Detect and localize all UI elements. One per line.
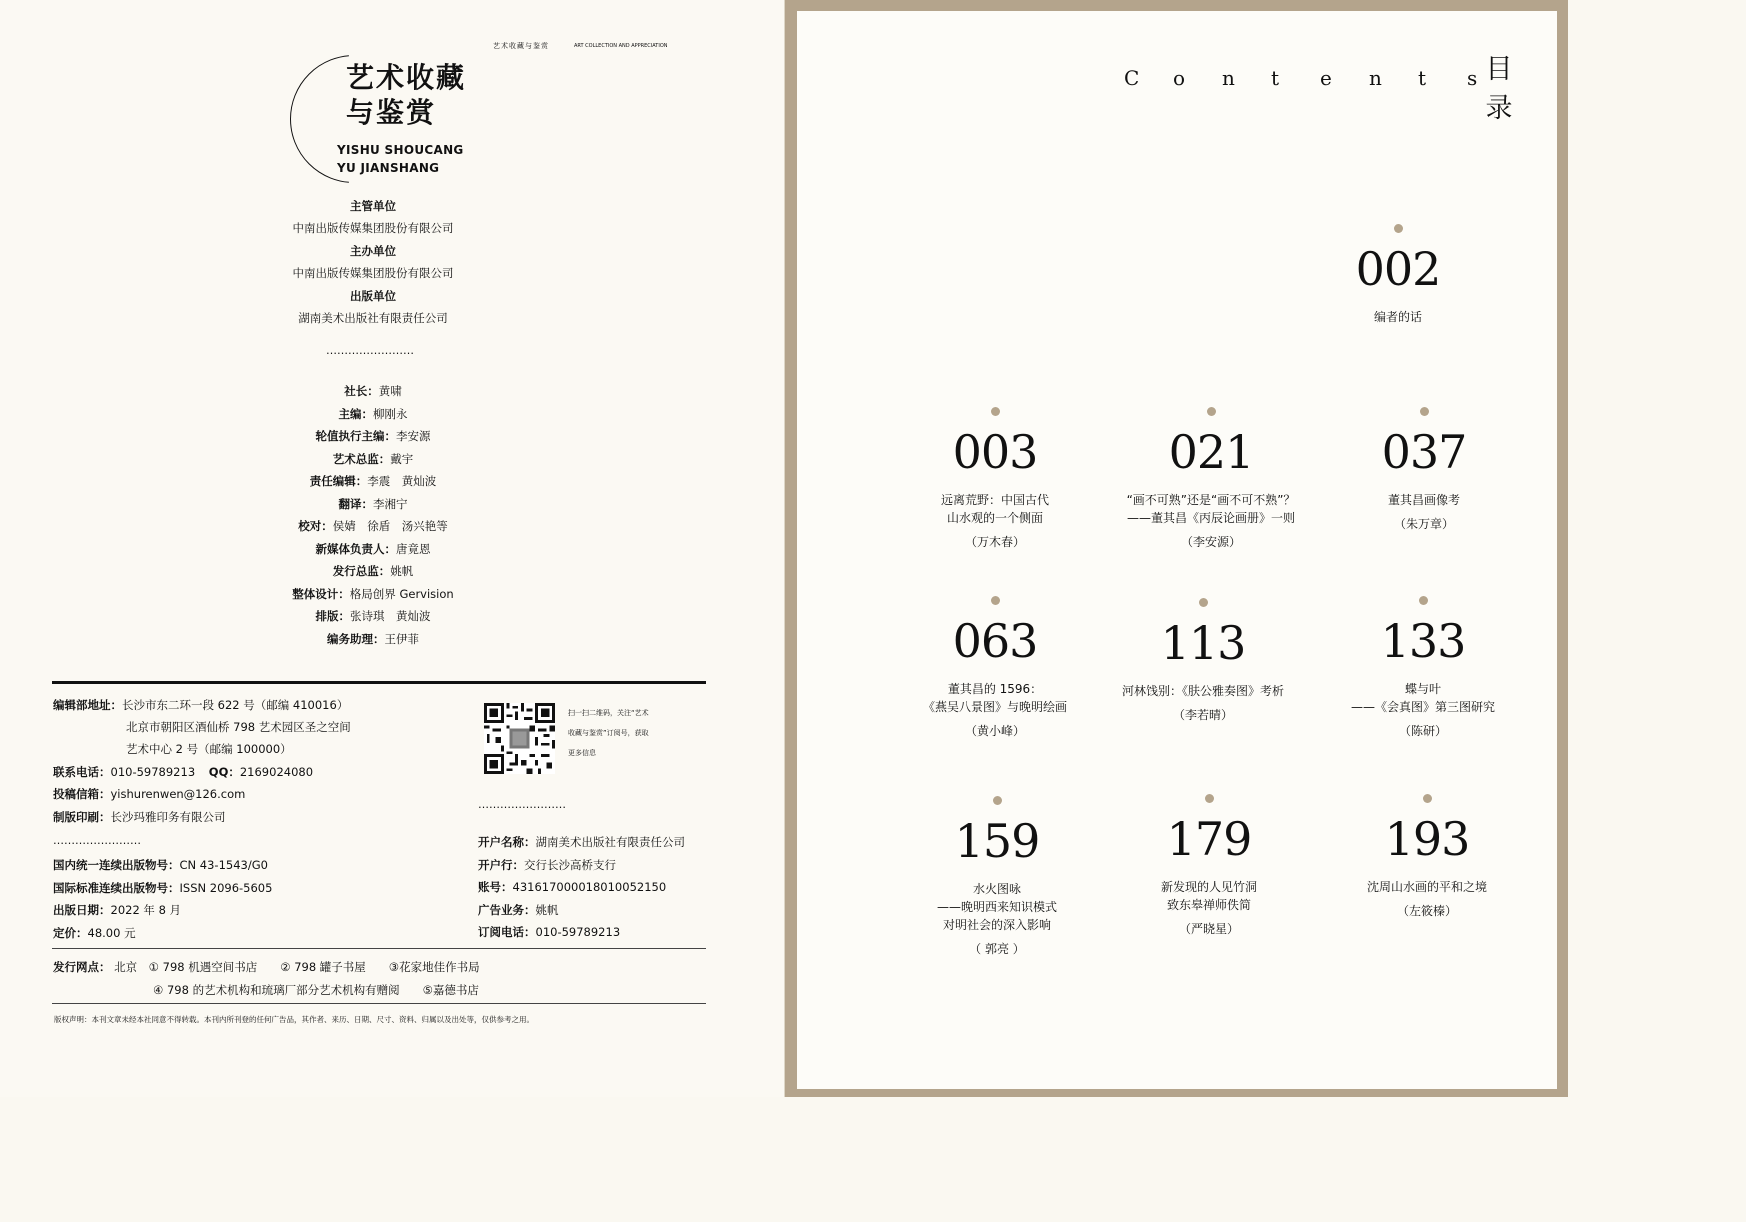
toc-author: （陈研）: [1398, 724, 1447, 738]
toc-title-line: 编者的话: [1373, 310, 1422, 324]
qq-label: QQ：: [208, 765, 240, 779]
publisher-label: 出版单位: [350, 289, 396, 303]
toc-title-line: 新发现的人见竹洞: [1160, 880, 1257, 894]
copyright-notice: 版权声明：本刊文章未经本社同意不得转载。本刊内所刊登的任何广告品，其作者、来历、日期、尺寸、资料、归属以及出处等，仅供参考之用。: [54, 1015, 534, 1024]
staff-name: 格局创界 Gervision: [349, 586, 454, 601]
staff-role: 整体设计：: [292, 586, 350, 601]
bullet-dot-icon: [1420, 407, 1429, 416]
bank-value: 010-59789213: [535, 925, 621, 939]
bullet-dot-icon: [1199, 598, 1208, 607]
staff-row: [238, 563, 508, 579]
logo-title-en: [337, 141, 464, 177]
separator: ……………………: [53, 834, 141, 847]
contents-letter: s: [1467, 66, 1478, 90]
header-title-en: ART COLLECTION AND APPRECIATION: [574, 43, 668, 49]
staff-row: [238, 406, 508, 422]
email-row: [53, 786, 245, 802]
logo-en-line1: YISHU SHOUCANG: [337, 143, 464, 157]
staff-row: [238, 631, 508, 647]
toc-entry[interactable]: [1314, 407, 1534, 533]
toc-entry[interactable]: [1099, 794, 1319, 938]
contents-title-en: [1124, 66, 1477, 90]
staff-role: 校对：: [298, 519, 333, 533]
staff-role: 新媒体负责人：: [315, 541, 396, 556]
staff-row: [238, 451, 508, 467]
bullet-dot-icon: [991, 407, 1000, 416]
toc-page-number: 037: [1381, 425, 1467, 479]
staff-role: 轮值执行主编：: [315, 429, 396, 443]
staff-row: [238, 496, 508, 512]
toc-author: （左筱榛）: [1396, 904, 1457, 918]
pubinfo-label: 定价：: [53, 925, 88, 940]
bank-value: 湖南美术出版社有限责任公司: [535, 835, 685, 849]
pubinfo-row: [53, 880, 272, 896]
toc-author: （ 郭亮 ）: [969, 942, 1025, 956]
toc-title-line: 蝶与叶: [1404, 682, 1441, 696]
address-line-2: 北京市朝阳区酒仙桥 798 艺术园区圣之空间: [126, 720, 351, 734]
staff-role: 翻译：: [338, 496, 373, 511]
toc-title-line: ——《会真图》第三图研究: [1350, 700, 1495, 714]
toc-page-number: 063: [952, 614, 1038, 668]
toc-author: （朱万章）: [1393, 517, 1454, 531]
pubinfo-label: 出版日期：: [53, 903, 111, 917]
staff-row: [238, 518, 508, 534]
staff-name: 王伊菲: [384, 631, 419, 646]
toc-page-number: 002: [1355, 242, 1441, 296]
bullet-dot-icon: [1207, 407, 1216, 416]
print-value: 长沙玛雅印务有限公司: [110, 810, 226, 824]
bank-row: [478, 902, 559, 918]
header-title-cn: 艺术收藏与鉴赏: [493, 42, 549, 50]
qr-caption-line: 更多信息: [568, 749, 596, 757]
pubinfo-row: [53, 902, 181, 918]
bank-label: 订阅电话：: [478, 925, 536, 939]
distribution-row: [53, 959, 480, 975]
qr-caption: [568, 703, 649, 763]
bullet-dot-icon: [1394, 224, 1403, 233]
toc-title: [885, 680, 1105, 716]
logo-cn-line1: 艺术收藏: [346, 61, 467, 94]
toc-title: [1101, 491, 1321, 527]
contents-letter: t: [1271, 66, 1280, 90]
qr-code-icon[interactable]: [484, 703, 555, 774]
staff-role: 排版：: [315, 609, 350, 623]
pubinfo-value: 2022 年 8 月: [110, 903, 182, 917]
staff-name: 侯婧 徐盾 汤兴艳等: [332, 519, 448, 533]
pubinfo-label: 国际标准连续出版物号：: [53, 880, 180, 895]
toc-title-line: 《燕吴八景图》与晚明绘画: [922, 700, 1067, 714]
email-label: 投稿信箱：: [53, 787, 111, 801]
toc-title-line: ——晚明西来知识模式: [936, 900, 1057, 914]
bank-label: 开户名称：: [478, 835, 536, 849]
distribution-line-1: 北京 ① 798 机遇空间书店 ② 798 罐子书屋 ③花家地佳作书局: [114, 960, 480, 974]
toc-title-line: 董其昌的 1596：: [947, 682, 1043, 696]
toc-title: [1314, 491, 1534, 509]
bank-label: 开户行：: [478, 857, 524, 872]
toc-title: [1099, 878, 1319, 914]
staff-role: 主编：: [338, 406, 373, 421]
toc-title: [887, 880, 1107, 934]
toc-title-line: “画不可熟”还是“画不可不熟”？: [1126, 493, 1296, 507]
qr-caption-line: 扫一扫二维码，关注“艺术: [568, 709, 649, 717]
pubinfo-value: 48.00 元: [87, 925, 136, 940]
address-line-3: 艺术中心 2 号（邮编 100000）: [126, 742, 292, 756]
staff-row: [238, 608, 508, 624]
toc-title: [1317, 878, 1537, 896]
bank-label: 账号：: [478, 880, 513, 894]
toc-entry[interactable]: [1317, 794, 1537, 920]
toc-title-line: 董其昌画像考: [1387, 493, 1460, 507]
email-value[interactable]: yishurenwen@126.com: [110, 787, 246, 801]
toc-title-line: ——董其昌《丙辰论画册》一则: [1126, 511, 1295, 525]
publisher-value: 中南出版传媒集团股份有限公司: [292, 221, 454, 235]
staff-row: [238, 541, 508, 557]
toc-entry[interactable]: [1101, 407, 1321, 551]
toc-entry[interactable]: [1093, 598, 1313, 724]
staff-role: 编务助理：: [327, 631, 385, 646]
print-row: [53, 809, 226, 825]
bank-row: [478, 924, 620, 940]
qq-value: 2169024080: [239, 765, 314, 779]
address-line-1: 长沙市东二环一段 622 号（邮编 410016）: [122, 698, 349, 712]
separator: ……………………: [326, 344, 414, 357]
toc-title-line: 致东皋禅师佚简: [1166, 898, 1251, 912]
staff-row: [238, 383, 508, 399]
publisher-value: 湖南美术出版社有限责任公司: [298, 311, 448, 325]
toc-author: （李安源）: [1180, 535, 1241, 549]
toc-page-number: 021: [1168, 425, 1254, 479]
staff-name: 唐竟恩: [396, 541, 431, 556]
toc-title-line: 水火图咏: [972, 882, 1021, 896]
phone-row: [53, 764, 313, 780]
divider-thick: [52, 681, 706, 684]
bank-row: [478, 857, 616, 873]
staff-name: 李湘宁: [373, 496, 408, 511]
staff-role: 社长：: [344, 384, 379, 398]
staff-role: 艺术总监：: [332, 451, 391, 466]
contents-cn-char: 目: [1485, 54, 1513, 85]
publisher-label: 主管单位: [350, 199, 396, 213]
editorial-address: [53, 697, 348, 713]
pubinfo-value: ISSN 2096-5605: [179, 880, 273, 895]
toc-entry[interactable]: [885, 407, 1105, 551]
toc-author: （黄小峰）: [964, 724, 1025, 738]
toc-title: [1093, 682, 1313, 700]
toc-page-number: 133: [1380, 614, 1466, 668]
toc-title-line: 山水观的一个侧面: [946, 511, 1043, 525]
contents-letter: t: [1418, 66, 1427, 90]
staff-name: 李安源: [396, 429, 431, 443]
toc-entry[interactable]: [887, 796, 1107, 958]
toc-title: [1288, 308, 1508, 326]
staff-name: 戴宇: [390, 451, 414, 466]
pubinfo-row: [53, 925, 136, 941]
toc-entry[interactable]: [1288, 224, 1508, 326]
toc-author: （严晓星）: [1178, 922, 1239, 936]
publisher-label: 主办单位: [350, 244, 396, 258]
staff-name: 张诗琪 黄灿波: [350, 609, 431, 623]
toc-title-line: 沈周山水画的平和之境: [1366, 880, 1487, 894]
toc-entry[interactable]: [885, 596, 1105, 740]
pubinfo-value: CN 43-1543/G0: [179, 858, 268, 872]
publisher-value: 中南出版传媒集团股份有限公司: [292, 266, 454, 280]
phone-label: 联系电话：: [53, 765, 111, 779]
bullet-dot-icon: [991, 596, 1000, 605]
divider-thin: [52, 948, 706, 949]
contents-letter: C: [1124, 66, 1140, 90]
address-label: 编辑部地址：: [53, 698, 122, 712]
toc-page-number: 159: [954, 814, 1040, 868]
toc-author: （万木春）: [964, 535, 1025, 549]
pubinfo-row: [53, 857, 268, 873]
bank-value: 交行长沙高桥支行: [524, 857, 616, 872]
staff-row: [238, 473, 508, 489]
distribution-line-2: ④ 798 的艺术机构和琉璃厂部分艺术机构有赠阅 ⑤嘉德书店: [153, 983, 479, 997]
contents-letter: n: [1222, 66, 1235, 90]
bank-row: [478, 834, 685, 850]
staff-role: 责任编辑：: [309, 474, 368, 488]
bank-value: 431617000018010052150: [512, 880, 667, 894]
toc-entry[interactable]: [1313, 596, 1533, 740]
bullet-dot-icon: [1419, 596, 1428, 605]
logo-cn-line2: 与鉴赏: [346, 96, 437, 129]
bullet-dot-icon: [1205, 794, 1214, 803]
toc-page-number: 179: [1166, 812, 1252, 866]
toc-title-line: 对明社会的深入影响: [942, 918, 1051, 932]
logo-en-line2: YU JIANSHANG: [337, 161, 440, 175]
staff-name: 柳刚永: [373, 406, 408, 421]
contents-letter: e: [1320, 66, 1332, 90]
separator: ……………………: [478, 798, 566, 811]
staff-row: [238, 586, 508, 602]
bullet-dot-icon: [1423, 794, 1432, 803]
toc-title-line: 河林饯别：《肤公雅奏图》考析: [1121, 684, 1284, 698]
qr-caption-line: 收藏与鉴赏”订阅号，获取: [568, 729, 649, 737]
divider-thin: [52, 1003, 706, 1004]
toc-title: [1313, 680, 1533, 716]
staff-name: 姚帆: [390, 564, 414, 578]
staff-name: 李震 黄灿波: [367, 474, 437, 488]
phone-value: 010-59789213: [110, 765, 196, 779]
bank-label: 广告业务：: [478, 902, 536, 917]
bullet-dot-icon: [993, 796, 1002, 805]
contents-cn-char: 录: [1485, 93, 1513, 124]
contents-letter: o: [1173, 66, 1186, 90]
logo-title-cn: [346, 60, 466, 130]
contents-letter: n: [1369, 66, 1382, 90]
pubinfo-label: 国内统一连续出版物号：: [53, 858, 180, 872]
toc-title: [885, 491, 1105, 527]
contents-title-cn: [1484, 50, 1514, 128]
bank-row: [478, 879, 666, 895]
distribution-label: 发行网点：: [53, 960, 111, 974]
toc-page-number: 003: [952, 425, 1038, 479]
toc-page-number: 193: [1384, 812, 1470, 866]
toc-title-line: 远离荒野：中国古代: [940, 493, 1049, 507]
staff-role: 发行总监：: [332, 564, 391, 578]
staff-name: 黄啸: [378, 384, 402, 398]
print-label: 制版印刷：: [53, 810, 111, 824]
toc-page-number: 113: [1160, 616, 1246, 670]
toc-author: （李若晴）: [1172, 708, 1233, 722]
bank-value: 姚帆: [535, 902, 559, 917]
staff-row: [238, 428, 508, 444]
